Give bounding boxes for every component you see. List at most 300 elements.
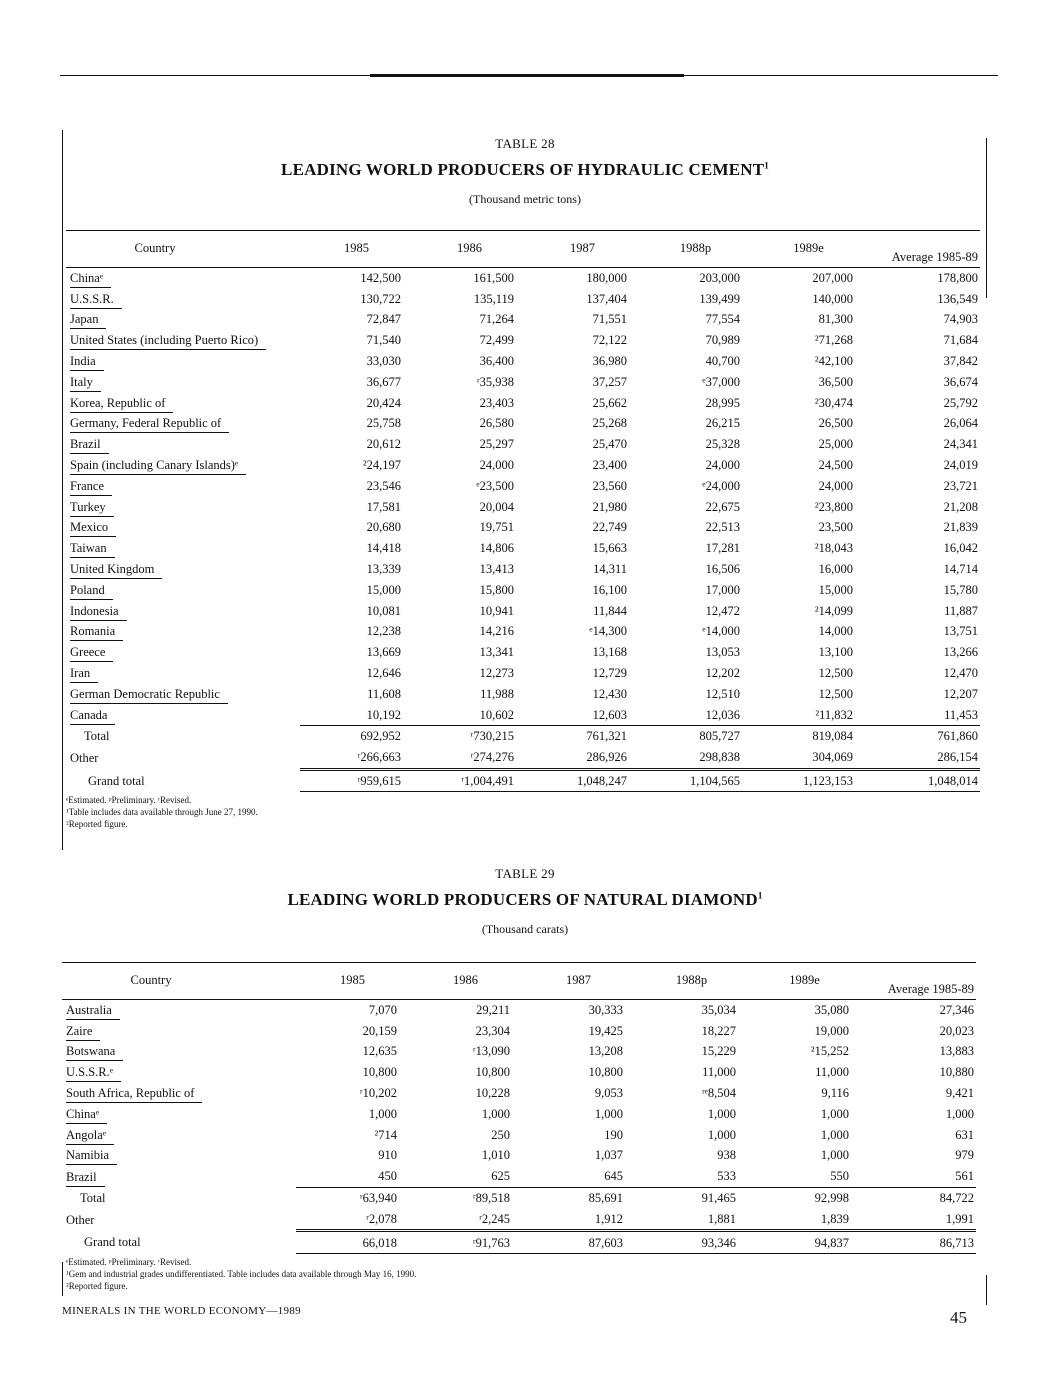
value-cell: 17,000 bbox=[705, 582, 740, 597]
country-cell bbox=[66, 413, 300, 434]
average-cell: 21,839 bbox=[943, 520, 978, 535]
value-cell: 645 bbox=[522, 1166, 635, 1187]
table-28-units: (Thousand metric tons) bbox=[469, 192, 581, 206]
country-name: Taiwan bbox=[70, 539, 115, 558]
value-cell: 33,030 bbox=[366, 354, 401, 369]
average-cell: 24,019 bbox=[943, 458, 978, 473]
value-cell: ²11,832 bbox=[752, 704, 865, 725]
table-29-header-1988: 1988p bbox=[635, 963, 748, 999]
row-label: Other bbox=[70, 750, 99, 765]
value-cell: 37,257 bbox=[592, 374, 627, 389]
average-cell: 1,048,014 bbox=[865, 769, 980, 792]
value-cell: 25,470 bbox=[592, 437, 627, 452]
other-row bbox=[62, 1208, 976, 1230]
average-cell: 36,674 bbox=[943, 374, 978, 389]
value-cell: 15,663 bbox=[592, 541, 627, 556]
country-cell bbox=[62, 1020, 296, 1041]
country-cell bbox=[66, 330, 300, 351]
country-name: Turkey bbox=[70, 498, 114, 517]
value-cell: 190 bbox=[604, 1127, 623, 1142]
table-row bbox=[66, 683, 980, 704]
row-label: Grand total bbox=[84, 1235, 141, 1250]
table-29-title-note: 1 bbox=[757, 890, 763, 901]
value-cell: 761,321 bbox=[586, 729, 627, 744]
value-cell: ʳ89,518 bbox=[472, 1191, 510, 1206]
value-cell: 12,036 bbox=[639, 704, 752, 725]
value-cell: 15,800 bbox=[479, 582, 514, 597]
country-cell bbox=[66, 621, 300, 642]
value-cell: 180,000 bbox=[586, 270, 627, 285]
value-cell: 81,300 bbox=[818, 312, 853, 327]
value-cell: ²14,099 bbox=[814, 603, 853, 618]
value-cell: 18,227 bbox=[701, 1023, 736, 1038]
value-cell: 25,000 bbox=[818, 437, 853, 452]
value-cell: 11,000 bbox=[702, 1065, 736, 1080]
table-row bbox=[66, 455, 980, 476]
country-cell bbox=[66, 579, 300, 600]
country-name: Australia bbox=[66, 1001, 120, 1020]
value-cell: 23,560 bbox=[592, 478, 627, 493]
table-28-header-country: Country bbox=[66, 231, 300, 267]
value-cell: 20,004 bbox=[479, 499, 514, 514]
table-row bbox=[66, 538, 980, 559]
average-cell: 84,722 bbox=[939, 1191, 974, 1206]
country-name: Chinaᵉ bbox=[70, 269, 111, 288]
left-margin-line bbox=[62, 130, 63, 850]
table-row bbox=[62, 1041, 976, 1062]
value-cell: 10,800 bbox=[475, 1065, 510, 1080]
value-cell: 24,000 bbox=[479, 458, 514, 473]
value-cell: 13,669 bbox=[366, 645, 401, 660]
value-cell: 22,675 bbox=[705, 499, 740, 514]
value-cell: ²714 bbox=[374, 1127, 397, 1142]
value-cell: 22,749 bbox=[592, 520, 627, 535]
table-row bbox=[66, 330, 980, 351]
country-cell bbox=[66, 559, 300, 580]
value-cell: 23,546 bbox=[366, 478, 401, 493]
value-cell: 25,297 bbox=[479, 437, 514, 452]
average-cell: 37,842 bbox=[943, 354, 978, 369]
value-cell: 19,000 bbox=[814, 1023, 849, 1038]
country-cell bbox=[66, 600, 300, 621]
value-cell: 1,000 bbox=[481, 1106, 510, 1121]
value-cell: 20,680 bbox=[366, 520, 401, 535]
value-cell: 805,727 bbox=[699, 729, 740, 744]
value-cell: 25,268 bbox=[592, 416, 627, 431]
table-row bbox=[66, 496, 980, 517]
value-cell: 14,806 bbox=[479, 541, 514, 556]
value-cell: 12,202 bbox=[705, 666, 740, 681]
country-cell bbox=[66, 455, 300, 476]
average-cell: 14,714 bbox=[943, 562, 978, 577]
value-cell: 1,000 bbox=[820, 1148, 849, 1163]
value-cell: 12,273 bbox=[479, 666, 514, 681]
value-cell: 12,238 bbox=[366, 624, 401, 639]
table-29-body bbox=[62, 999, 976, 1254]
value-cell: 71,551 bbox=[592, 312, 627, 327]
table-row bbox=[66, 392, 980, 413]
value-cell: 87,603 bbox=[522, 1231, 635, 1254]
country-name: Greece bbox=[70, 643, 113, 662]
table-row bbox=[66, 413, 980, 434]
table-row bbox=[66, 621, 980, 642]
value-cell: 70,989 bbox=[705, 333, 740, 348]
country-name: Chinaᵉ bbox=[66, 1105, 107, 1124]
value-cell: 16,100 bbox=[592, 582, 627, 597]
average-cell: 10,880 bbox=[939, 1065, 974, 1080]
row-label: Other bbox=[66, 1212, 95, 1227]
table-28-header-1986: 1986 bbox=[413, 231, 526, 267]
country-cell bbox=[66, 663, 300, 684]
table-row bbox=[66, 475, 980, 496]
value-cell: ²71,268 bbox=[814, 333, 853, 348]
value-cell: 550 bbox=[748, 1166, 861, 1187]
value-cell: ʳ35,938 bbox=[476, 374, 514, 389]
country-name: Brazil bbox=[70, 435, 109, 454]
publication-footer: MINERALS IN THE WORLD ECONOMY—1989 bbox=[62, 1305, 301, 1317]
country-name: Namibia bbox=[66, 1146, 117, 1165]
value-cell: 10,800 bbox=[362, 1065, 397, 1080]
table-29-header-1987: 1987 bbox=[522, 963, 635, 999]
value-cell: 12,646 bbox=[366, 666, 401, 681]
value-cell: 23,400 bbox=[592, 458, 627, 473]
average-cell: 71,684 bbox=[943, 333, 978, 348]
value-cell: 85,691 bbox=[588, 1191, 623, 1206]
value-cell: ʳ2,245 bbox=[409, 1208, 522, 1230]
row-label: Total bbox=[80, 1190, 106, 1205]
value-cell: 142,500 bbox=[360, 270, 401, 285]
value-cell: 19,425 bbox=[588, 1023, 623, 1038]
country-cell bbox=[62, 1231, 296, 1254]
value-cell: 533 bbox=[635, 1166, 748, 1187]
country-name: Canada bbox=[70, 706, 115, 725]
value-cell: 11,608 bbox=[367, 686, 401, 701]
average-cell: 178,800 bbox=[937, 270, 978, 285]
value-cell: 24,500 bbox=[818, 458, 853, 473]
country-name: U.S.S.R.ᵉ bbox=[66, 1063, 121, 1082]
table-29 bbox=[62, 962, 976, 1254]
average-cell: 12,207 bbox=[943, 686, 978, 701]
table-29-title bbox=[0, 890, 1050, 910]
average-cell: 11,453 bbox=[865, 704, 980, 725]
value-cell: 910 bbox=[378, 1148, 397, 1163]
value-cell: 1,000 bbox=[707, 1106, 736, 1121]
value-cell: 15,000 bbox=[366, 582, 401, 597]
value-cell: 10,228 bbox=[475, 1086, 510, 1101]
table-row bbox=[62, 1166, 976, 1187]
value-cell: 12,729 bbox=[592, 666, 627, 681]
value-cell: 71,540 bbox=[366, 333, 401, 348]
country-name: Spain (including Canary Islands)ᵉ bbox=[70, 456, 246, 475]
country-name: German Democratic Republic bbox=[70, 685, 228, 704]
value-cell: 16,506 bbox=[705, 562, 740, 577]
country-cell bbox=[66, 683, 300, 704]
value-cell: 91,465 bbox=[701, 1191, 736, 1206]
country-name: Brazil bbox=[66, 1168, 105, 1187]
value-cell: 23,304 bbox=[475, 1023, 510, 1038]
value-cell: 40,700 bbox=[705, 354, 740, 369]
row-label: Grand total bbox=[88, 773, 145, 788]
country-cell bbox=[66, 267, 300, 288]
average-cell: 25,792 bbox=[943, 395, 978, 410]
table-row bbox=[62, 1103, 976, 1124]
table-row bbox=[66, 371, 980, 392]
value-cell: 93,346 bbox=[635, 1231, 748, 1254]
value-cell: 1,048,247 bbox=[526, 769, 639, 792]
table-row bbox=[66, 579, 980, 600]
value-cell: 12,510 bbox=[705, 686, 740, 701]
value-cell: 36,500 bbox=[818, 374, 853, 389]
country-cell bbox=[62, 1187, 296, 1208]
value-cell: 36,400 bbox=[479, 354, 514, 369]
country-cell bbox=[66, 392, 300, 413]
value-cell: 1,912 bbox=[522, 1208, 635, 1230]
table-row bbox=[66, 288, 980, 309]
value-cell: 14,000 bbox=[818, 624, 853, 639]
value-cell: ²42,100 bbox=[814, 354, 853, 369]
average-cell: 9,421 bbox=[945, 1086, 974, 1101]
value-cell: 16,000 bbox=[818, 562, 853, 577]
grand-total-row bbox=[62, 1231, 976, 1254]
value-cell: 11,000 bbox=[815, 1065, 849, 1080]
value-cell: 14,216 bbox=[479, 624, 514, 639]
country-name: Mexico bbox=[70, 518, 116, 537]
table-29-label: TABLE 29 bbox=[495, 866, 555, 881]
table-row bbox=[62, 999, 976, 1020]
table-28 bbox=[66, 230, 980, 792]
country-cell bbox=[62, 1145, 296, 1166]
value-cell: 692,952 bbox=[360, 729, 401, 744]
value-cell: 36,677 bbox=[366, 374, 401, 389]
value-cell: ʳ1,004,491 bbox=[413, 769, 526, 792]
value-cell: 13,413 bbox=[479, 562, 514, 577]
value-cell: 17,281 bbox=[705, 541, 740, 556]
table-28-label: TABLE 28 bbox=[495, 136, 555, 151]
value-cell: 14,311 bbox=[593, 562, 627, 577]
value-cell: 35,080 bbox=[814, 1002, 849, 1017]
table-29-units: (Thousand carats) bbox=[481, 922, 569, 936]
average-cell: 27,346 bbox=[939, 1002, 974, 1017]
table-row bbox=[66, 642, 980, 663]
table-29-header-1985: 1985 bbox=[296, 963, 409, 999]
value-cell: 1,104,565 bbox=[639, 769, 752, 792]
value-cell: 25,662 bbox=[592, 395, 627, 410]
average-cell: 13,883 bbox=[939, 1044, 974, 1059]
table-row bbox=[66, 517, 980, 538]
value-cell: ʳᵉ8,504 bbox=[701, 1086, 736, 1101]
value-cell: ʳ266,663 bbox=[300, 747, 413, 769]
average-cell: 1,000 bbox=[945, 1106, 974, 1121]
value-cell: 26,215 bbox=[705, 416, 740, 431]
value-cell: 7,070 bbox=[368, 1002, 397, 1017]
value-cell: 23,403 bbox=[479, 395, 514, 410]
value-cell: 9,053 bbox=[594, 1086, 623, 1101]
value-cell: 92,998 bbox=[814, 1191, 849, 1206]
table-29-header-average: Average 1985-89 bbox=[861, 963, 976, 999]
average-cell: 286,154 bbox=[865, 747, 980, 769]
country-name: Germany, Federal Republic of bbox=[70, 414, 229, 433]
value-cell: 304,069 bbox=[752, 747, 865, 769]
average-cell: 13,751 bbox=[943, 624, 978, 639]
value-cell: ᵉ14,300 bbox=[589, 624, 627, 639]
country-name: South Africa, Republic of bbox=[66, 1084, 202, 1103]
value-cell: 72,847 bbox=[366, 312, 401, 327]
value-cell: 66,018 bbox=[296, 1231, 409, 1254]
value-cell: 28,995 bbox=[705, 395, 740, 410]
value-cell: 22,513 bbox=[705, 520, 740, 535]
country-cell bbox=[66, 642, 300, 663]
table-28-body bbox=[66, 267, 980, 792]
country-cell bbox=[66, 496, 300, 517]
table-row bbox=[66, 434, 980, 455]
average-cell: 631 bbox=[955, 1127, 974, 1142]
value-cell: 1,839 bbox=[748, 1208, 861, 1230]
table-29-note: ᵉEstimated. ᵖPreliminary. ʳRevised. bbox=[66, 1257, 192, 1267]
table-row bbox=[62, 1124, 976, 1145]
value-cell: 938 bbox=[717, 1148, 736, 1163]
value-cell: ʳ91,763 bbox=[409, 1231, 522, 1254]
country-name: Zaire bbox=[66, 1022, 100, 1041]
value-cell: 10,192 bbox=[300, 704, 413, 725]
country-cell bbox=[66, 704, 300, 725]
average-cell: 761,860 bbox=[937, 729, 978, 744]
country-name: Indonesia bbox=[70, 602, 127, 621]
value-cell: 10,602 bbox=[413, 704, 526, 725]
table-28-note: ᵉEstimated. ᵖPreliminary. ʳRevised. bbox=[66, 795, 192, 805]
value-cell: ²30,474 bbox=[814, 395, 853, 410]
table-28-note: ²Reported figure. bbox=[66, 819, 128, 829]
value-cell: 13,053 bbox=[705, 645, 740, 660]
average-cell: 74,903 bbox=[943, 312, 978, 327]
value-cell: 1,881 bbox=[635, 1208, 748, 1230]
average-cell: 15,780 bbox=[943, 582, 978, 597]
country-cell bbox=[66, 351, 300, 372]
country-name: Poland bbox=[70, 581, 113, 600]
value-cell: 137,404 bbox=[586, 291, 627, 306]
country-cell bbox=[66, 434, 300, 455]
value-cell: 13,208 bbox=[588, 1044, 623, 1059]
value-cell: 26,500 bbox=[818, 416, 853, 431]
value-cell: ʳ2,078 bbox=[296, 1208, 409, 1230]
table-29-header-country: Country bbox=[62, 963, 296, 999]
country-name: India bbox=[70, 352, 104, 371]
average-cell: 21,208 bbox=[943, 499, 978, 514]
country-cell bbox=[62, 1208, 296, 1230]
table-28-header-average: Average 1985-89 bbox=[865, 231, 980, 267]
value-cell: ²24,197 bbox=[362, 458, 401, 473]
value-cell: ʳ10,202 bbox=[359, 1086, 397, 1101]
table-29-grid bbox=[62, 963, 976, 1254]
table-29-note: ¹Gem and industrial grades undifferentiated. Table includes data available through May 16, 1990. bbox=[66, 1269, 417, 1279]
value-cell: 140,000 bbox=[812, 291, 853, 306]
value-cell: 139,499 bbox=[699, 291, 740, 306]
value-cell: 94,837 bbox=[748, 1231, 861, 1254]
value-cell: 130,722 bbox=[360, 291, 401, 306]
value-cell: 15,000 bbox=[818, 582, 853, 597]
country-name: Botswana bbox=[66, 1042, 123, 1061]
average-cell: 26,064 bbox=[943, 416, 978, 431]
value-cell: 298,838 bbox=[639, 747, 752, 769]
value-cell: 12,472 bbox=[705, 603, 740, 618]
total-row bbox=[66, 726, 980, 747]
table-row bbox=[62, 1020, 976, 1041]
value-cell: 625 bbox=[409, 1166, 522, 1187]
value-cell: 13,341 bbox=[479, 645, 514, 660]
value-cell: 26,580 bbox=[479, 416, 514, 431]
value-cell: 21,980 bbox=[592, 499, 627, 514]
value-cell: 9,116 bbox=[821, 1086, 849, 1101]
country-name: Angolaᵉ bbox=[66, 1126, 114, 1145]
row-label: Total bbox=[84, 729, 110, 744]
value-cell: 10,081 bbox=[366, 603, 401, 618]
table-row bbox=[62, 1083, 976, 1104]
value-cell: 11,844 bbox=[593, 603, 627, 618]
value-cell: 13,168 bbox=[592, 645, 627, 660]
table-28-title bbox=[0, 160, 1050, 180]
country-cell bbox=[62, 1166, 296, 1187]
table-row bbox=[62, 1062, 976, 1083]
country-name: Italy bbox=[70, 373, 101, 392]
value-cell: 203,000 bbox=[699, 270, 740, 285]
value-cell: 12,500 bbox=[818, 666, 853, 681]
country-cell bbox=[62, 1083, 296, 1104]
value-cell: 25,758 bbox=[366, 416, 401, 431]
table-row bbox=[66, 309, 980, 330]
average-cell: 11,887 bbox=[944, 603, 978, 618]
value-cell: 1,000 bbox=[820, 1106, 849, 1121]
value-cell: 10,800 bbox=[588, 1065, 623, 1080]
value-cell: 35,034 bbox=[701, 1002, 736, 1017]
value-cell: ᵉ37,000 bbox=[702, 374, 740, 389]
value-cell: 14,418 bbox=[366, 541, 401, 556]
total-row bbox=[62, 1187, 976, 1208]
grand-total-row bbox=[66, 769, 980, 792]
value-cell: 1,000 bbox=[820, 1127, 849, 1142]
value-cell: 19,751 bbox=[479, 520, 514, 535]
value-cell: 24,000 bbox=[818, 478, 853, 493]
average-cell: 20,023 bbox=[939, 1023, 974, 1038]
value-cell: 12,500 bbox=[818, 686, 853, 701]
value-cell: 20,612 bbox=[366, 437, 401, 452]
country-cell bbox=[62, 999, 296, 1020]
table-row bbox=[66, 600, 980, 621]
average-cell: 1,991 bbox=[861, 1208, 976, 1230]
value-cell: ʳ13,090 bbox=[472, 1044, 510, 1059]
value-cell: 1,010 bbox=[481, 1148, 510, 1163]
country-cell bbox=[66, 475, 300, 496]
table-29-note: ²Reported figure. bbox=[66, 1281, 128, 1291]
table-row bbox=[66, 663, 980, 684]
average-cell: 979 bbox=[955, 1148, 974, 1163]
value-cell: 13,100 bbox=[818, 645, 853, 660]
value-cell: 25,328 bbox=[705, 437, 740, 452]
country-cell bbox=[62, 1041, 296, 1062]
table-28-notes bbox=[66, 794, 258, 830]
country-cell bbox=[62, 1124, 296, 1145]
value-cell: 207,000 bbox=[812, 270, 853, 285]
value-cell: 12,635 bbox=[362, 1044, 397, 1059]
country-name: France bbox=[70, 477, 112, 496]
table-29-title-text: LEADING WORLD PRODUCERS OF NATURAL DIAMOND bbox=[287, 890, 758, 909]
country-cell bbox=[62, 1062, 296, 1083]
country-name: Romania bbox=[70, 622, 123, 641]
value-cell: 1,000 bbox=[594, 1106, 623, 1121]
table-29-notes bbox=[66, 1256, 416, 1292]
value-cell: 71,264 bbox=[479, 312, 514, 327]
value-cell: 12,603 bbox=[526, 704, 639, 725]
value-cell: 161,500 bbox=[473, 270, 514, 285]
average-cell: 24,341 bbox=[943, 437, 978, 452]
